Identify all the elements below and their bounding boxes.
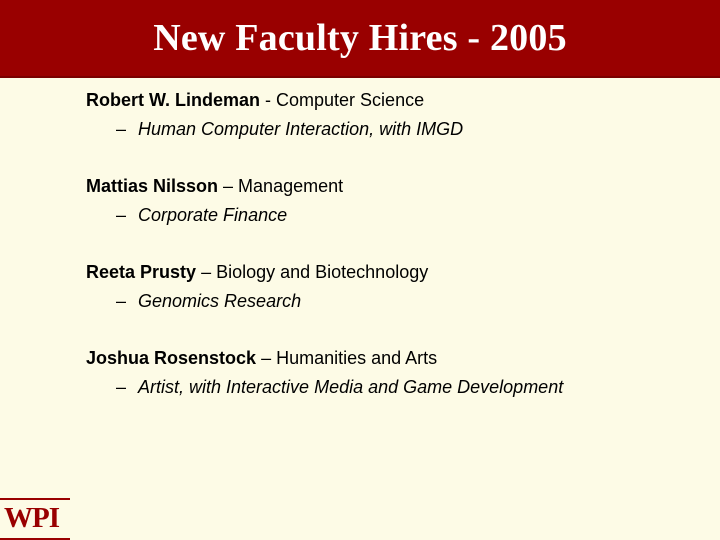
- faculty-entry: [86, 88, 706, 174]
- bullet-dash: –: [116, 119, 127, 139]
- title-bar: [0, 0, 720, 78]
- slide-title: New Faculty Hires - 2005: [153, 17, 567, 59]
- faculty-name: Joshua Rosenstock: [86, 348, 257, 368]
- faculty-entry: [86, 260, 706, 346]
- faculty-entry: [86, 174, 706, 260]
- faculty-department: Computer Science: [276, 90, 425, 110]
- logo-top-rule: [0, 498, 70, 500]
- faculty-name: Reeta Prusty: [86, 262, 197, 282]
- faculty-specialty: Artist, with Interactive Media and Game Development: [138, 377, 564, 397]
- faculty-department: Management: [238, 176, 344, 196]
- separator: –: [256, 348, 277, 368]
- faculty-specialty-line: [116, 203, 706, 227]
- faculty-specialty-line: [116, 289, 706, 313]
- faculty-specialty: Genomics Research: [138, 291, 302, 311]
- faculty-name: Mattias Nilsson: [86, 176, 219, 196]
- wpi-logo: [0, 494, 72, 540]
- faculty-specialty-line: [116, 117, 706, 141]
- faculty-main-line: [86, 260, 706, 284]
- faculty-specialty: Corporate Finance: [138, 205, 288, 225]
- separator: –: [196, 262, 217, 282]
- bullet-dash: –: [116, 291, 127, 311]
- separator: -: [260, 90, 277, 110]
- faculty-main-line: [86, 174, 706, 198]
- faculty-list: [86, 88, 706, 432]
- faculty-specialty-line: [116, 375, 706, 399]
- separator: –: [218, 176, 239, 196]
- faculty-specialty: Human Computer Interaction, with IMGD: [138, 119, 464, 139]
- faculty-entry: [86, 346, 706, 432]
- faculty-department: Biology and Biotechnology: [216, 262, 429, 282]
- faculty-department: Humanities and Arts: [276, 348, 438, 368]
- bullet-dash: –: [116, 205, 127, 225]
- faculty-main-line: [86, 88, 706, 112]
- faculty-main-line: [86, 346, 706, 370]
- faculty-name: Robert W. Lindeman: [86, 90, 261, 110]
- bullet-dash: –: [116, 377, 127, 397]
- logo-text: WPI: [4, 502, 59, 534]
